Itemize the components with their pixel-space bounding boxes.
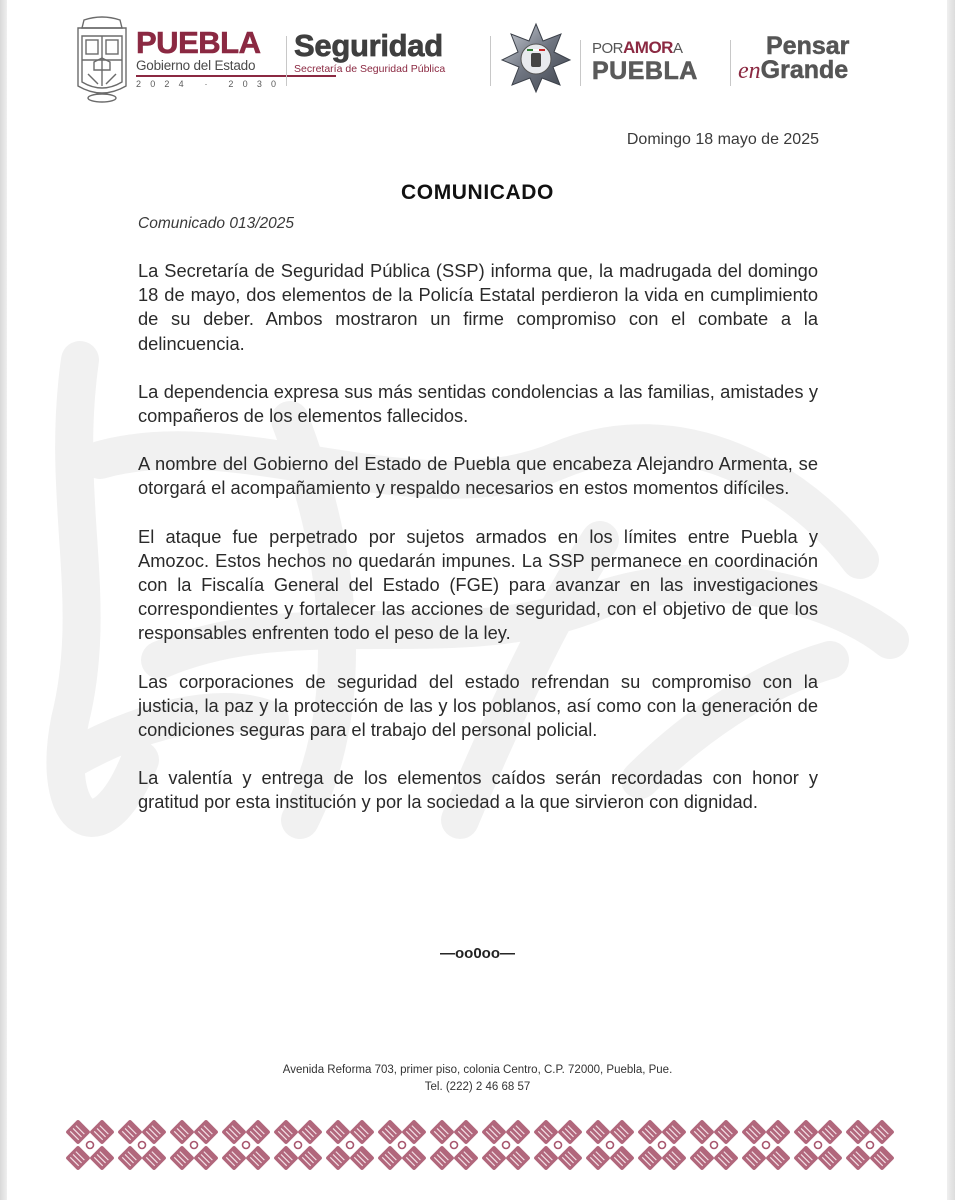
pattern-motif-icon [792, 1118, 844, 1172]
pattern-motif-icon [480, 1118, 532, 1172]
paragraph: La dependencia expresa sus más sentidas condolencias a las familias, amistades y compañeros de los elementos fallecidos. [138, 380, 818, 427]
coat-of-arms-icon [70, 16, 134, 104]
logo-divider [490, 36, 491, 86]
logo-divider [580, 40, 581, 86]
pattern-motif-icon [688, 1118, 740, 1172]
footer-contact [0, 1062, 955, 1096]
logo-puebla-subtitle: Gobierno del Estado [136, 58, 256, 73]
logo-grande: Grande [760, 56, 849, 84]
logo-amor: AMOR [623, 38, 673, 57]
logo-seguridad-title: Seguridad [294, 28, 443, 63]
pattern-motif-icon [844, 1118, 896, 1172]
letterhead [66, 14, 896, 106]
closing-mark: —oo0oo— [440, 945, 515, 962]
logo-seguridad-subtitle: Secretaría de Seguridad Pública [294, 63, 446, 75]
paragraph: Las corporaciones de seguridad del estado refrendan su compromiso con la justicia, la paz y la protección de las y los poblanos, así como con la generación de condiciones seguras para el trabajo del personal policial. [138, 670, 818, 741]
paragraph: La valentía y entrega de los elementos caídos serán recordadas con honor y gratitud por esta institución y por la sociedad a la que sirvieron con dignidad. [138, 767, 818, 813]
pattern-motif-icon [116, 1118, 168, 1172]
page-edge-right [947, 0, 955, 1200]
pattern-motif-icon [220, 1118, 272, 1172]
logo-divider [286, 36, 287, 86]
paragraph: El ataque fue perpetrado por sujetos armados en los límites entre Puebla y Amozoc. Estos hechos no quedarán impunes. La SSP permanece en coordinación con la Fiscalía General del Estado (FGE) para avanzar en las investigaciones correspondientes y fortalecer las acciones de seguridad, con el objetivo de que los responsables enfrenten todo el peso de la ley. [138, 525, 818, 644]
pattern-motif-icon [272, 1118, 324, 1172]
logo-years: 2024 · 2030 [136, 78, 286, 89]
logo-divider [730, 40, 731, 86]
logo-puebla-title: PUEBLA [136, 25, 261, 60]
pattern-motif-icon [740, 1118, 792, 1172]
footer-phone: Tel. (222) 2 46 68 57 [424, 1081, 531, 1093]
pattern-motif-icon [428, 1118, 480, 1172]
document-body [138, 259, 818, 839]
footer-address: Avenida Reforma 703, primer piso, colonia Centro, C.P. 72000, Puebla, Pue. [282, 1064, 673, 1076]
document-date: Domingo 18 mayo de 2025 [626, 131, 819, 148]
document-title: COMUNICADO [401, 181, 554, 204]
pattern-motif-icon [584, 1118, 636, 1172]
pattern-motif-icon [636, 1118, 688, 1172]
paragraph: A nombre del Gobierno del Estado de Puebla que encabeza Alejandro Armenta, se otorgará el acompañamiento y respaldo necesarios en estos momentos difíciles. [138, 453, 818, 499]
pattern-motif-icon [324, 1118, 376, 1172]
page-edge-left [0, 0, 7, 1200]
pattern-motif-icon [64, 1118, 116, 1172]
logo-pensar: Pensar [766, 32, 850, 60]
pattern-motif-icon [532, 1118, 584, 1172]
police-star-badge-icon [500, 22, 572, 94]
logo-por: POR [592, 40, 624, 57]
seguridad-logo [294, 30, 494, 76]
paragraph: La Secretaría de Seguridad Pública (SSP) informa que, la madrugada del domingo 18 de mayo, dos elementos de la Policía Estatal perdieron la vida en cumplimiento de su deber. Ambos mostraron un firme compromiso con el combate a la delincuencia. [138, 260, 818, 354]
logo-a: A [672, 40, 683, 57]
document-number: Comunicado 013/2025 [138, 215, 294, 232]
pattern-motif-icon [376, 1118, 428, 1172]
pattern-motif-icon [168, 1118, 220, 1172]
pensar-en-grande-logo [738, 34, 888, 83]
logo-puebla-word: PUEBLA [592, 57, 698, 85]
por-amor-a-puebla-logo [592, 38, 722, 83]
decorative-border-pattern [64, 1118, 892, 1172]
logo-en: en [738, 58, 761, 84]
